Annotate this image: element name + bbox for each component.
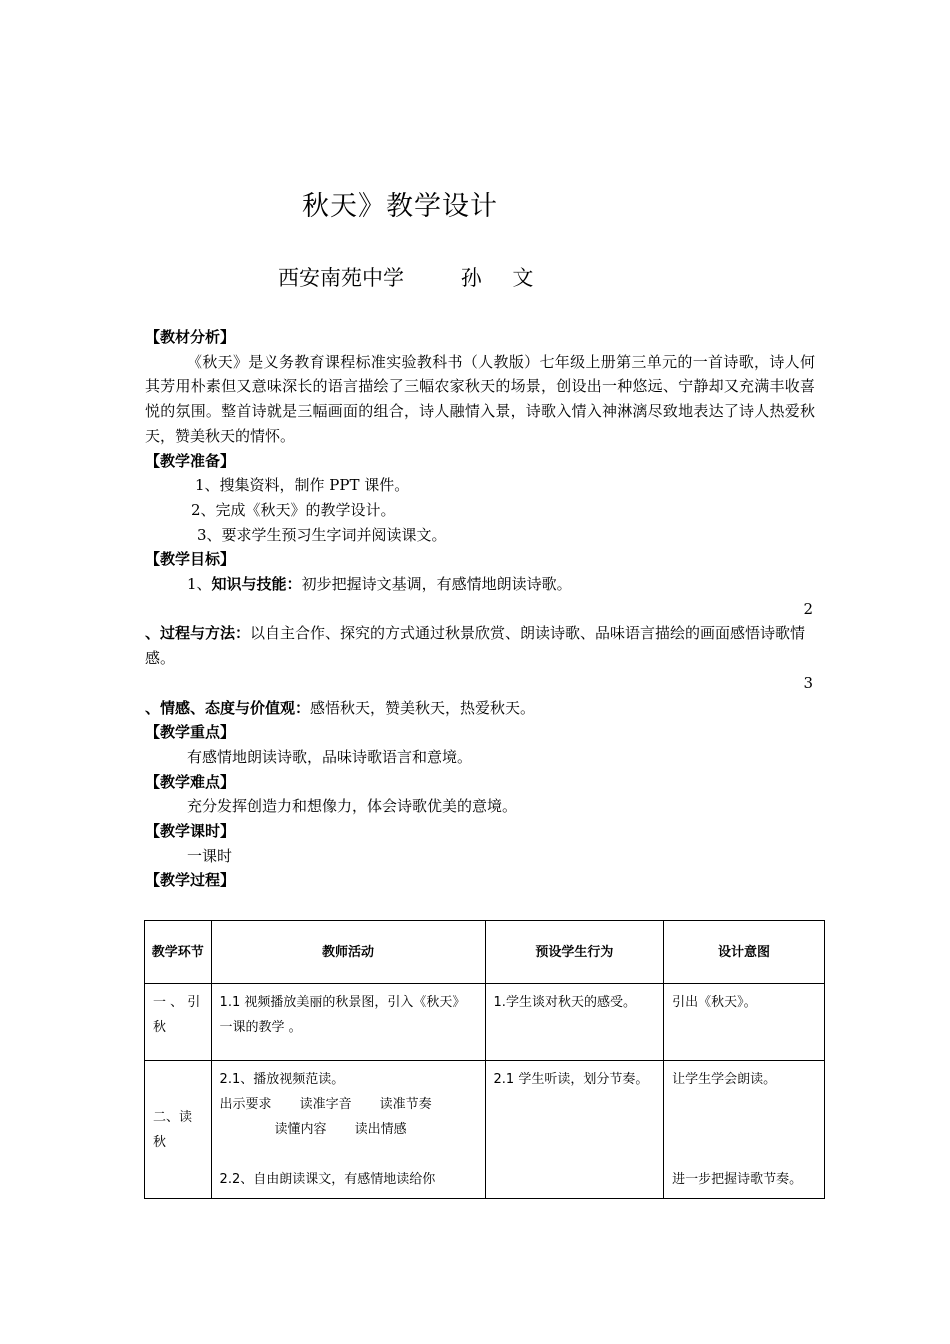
requirement-item: 读出情感 — [354, 1122, 407, 1137]
student-number: 2.1 — [493, 1072, 515, 1087]
section-heading-preparation: 【教学准备】 — [145, 451, 236, 470]
section-heading-difficulties: 【教学难点】 — [145, 772, 236, 791]
key-points-text: 有感情地朗读诗歌，品味诗歌语言和意境。 — [187, 747, 473, 766]
goal-2-text: 以自主合作、探究的方式通过秋景欣赏、朗读诗歌、品味语言描绘的画面感悟诗歌情感。 — [145, 624, 806, 668]
goal-1-number: 1、 — [187, 575, 212, 594]
hours-text: 一课时 — [187, 846, 233, 865]
teacher-line-1 — [220, 1067, 477, 1092]
header-teacher-activity: 教师活动 — [211, 921, 485, 984]
prep-item-2: 2、完成《秋天》的教学设计。 — [191, 500, 396, 519]
prep-item-3: 3、要求学生预习生字词并阅读课文。 — [197, 525, 447, 544]
author-name: 孙 文 — [460, 266, 546, 290]
prep-item-1: 1、搜集资料，制作 PPT 课件。 — [195, 476, 410, 495]
teacher-line-1-number: 2.1 — [219, 1072, 241, 1087]
requirement-item: 读准字音 — [299, 1097, 352, 1112]
intent-text-2: 进一步把握诗歌节奏。 — [672, 1172, 803, 1187]
goal-3-label: 、情感、态度与价值观： — [145, 698, 311, 717]
teacher-line-2 — [220, 1092, 477, 1117]
teacher-line-4 — [220, 1167, 477, 1192]
section-heading-hours: 【教学课时】 — [145, 822, 236, 841]
section-heading-key-points: 【教学重点】 — [145, 723, 236, 742]
goal-2 — [145, 621, 815, 670]
teacher-line-4-text: 、自由朗读课文，有感情地读给你 — [240, 1172, 436, 1187]
author-school: 西安南苑中学 — [278, 266, 404, 290]
goal-2-label: 、过程与方法： — [145, 624, 251, 643]
student-cell — [485, 984, 664, 1061]
goal-1 — [145, 572, 815, 597]
author-line — [278, 262, 545, 292]
intent-text-1: 让学生学会朗读。 — [672, 1072, 777, 1087]
requirement-item: 读懂内容 — [274, 1122, 327, 1137]
teacher-cell — [211, 984, 485, 1061]
document-body — [145, 325, 815, 893]
student-number: 1. — [493, 995, 506, 1010]
section-heading-analysis: 【教材分析】 — [145, 328, 236, 346]
goal-1-label: 知识与技能： — [211, 575, 302, 594]
stage-text-b: 秋 — [153, 1020, 167, 1035]
table-row — [145, 1061, 825, 1199]
goal-3 — [145, 696, 815, 721]
stage-cell — [145, 984, 212, 1061]
stage-cell: 二、读秋 — [145, 1061, 212, 1199]
header-stage: 教学环节 — [145, 921, 212, 984]
header-student-behavior: 预设学生行为 — [485, 921, 664, 984]
section-heading-process: 【教学过程】 — [145, 871, 236, 890]
teacher-line-4-number: 2.2 — [219, 1172, 241, 1187]
student-cell — [485, 1061, 664, 1199]
analysis-paragraph: 《秋天》是义务教育课程标准实验教科书（人教版）七年级上册第三单元的一首诗歌，诗人何其芳用朴素但又意味深长的语言描绘了三幅农家秋天的场景，创设出一种悠远、宁静却又充满丰收喜悦的氛围。整首诗就是三幅画面的组合，诗人融情入景，诗歌入情入神淋漓尽致地表达了诗人热爱秋天，赞美秋天的情怀。 — [145, 352, 815, 445]
document-title: 秋天》教学设计 — [302, 191, 498, 222]
teacher-text: 视频播放美丽的秋景图，引入《秋天》一课的教学 。 — [219, 995, 466, 1035]
teacher-cell — [211, 1061, 485, 1199]
table-row — [145, 984, 825, 1061]
requirement-item: 读准节奏 — [379, 1097, 432, 1112]
requirement-label: 出示要求 — [219, 1097, 272, 1112]
section-heading-goals: 【教学目标】 — [145, 550, 236, 569]
header-design-intent: 设计意图 — [664, 921, 825, 984]
teacher-line-1-text: 、播放视频范读。 — [240, 1072, 345, 1087]
teacher-number: 1.1 — [219, 995, 241, 1010]
goal-1-text: 初步把握诗文基调，有感情地朗读诗歌。 — [301, 575, 572, 594]
goal-2-number: 2 — [803, 599, 813, 618]
student-text: 学生谈对秋天的感受。 — [505, 995, 636, 1010]
stage-text-a: 一 、 引 — [153, 995, 201, 1010]
goal-3-number: 3 — [803, 673, 813, 692]
teaching-process-table — [144, 920, 825, 1199]
intent-cell — [664, 1061, 825, 1199]
teacher-line-3 — [220, 1117, 477, 1142]
difficulties-text: 充分发挥创造力和想像力，体会诗歌优美的意境。 — [187, 797, 518, 816]
table-header-row — [145, 921, 825, 984]
student-text: 学生听读，划分节奏。 — [514, 1072, 649, 1087]
goal-3-text: 感悟秋天，赞美秋天，热爱秋天。 — [310, 698, 536, 717]
intent-cell: 引出《秋天》。 — [664, 984, 825, 1061]
